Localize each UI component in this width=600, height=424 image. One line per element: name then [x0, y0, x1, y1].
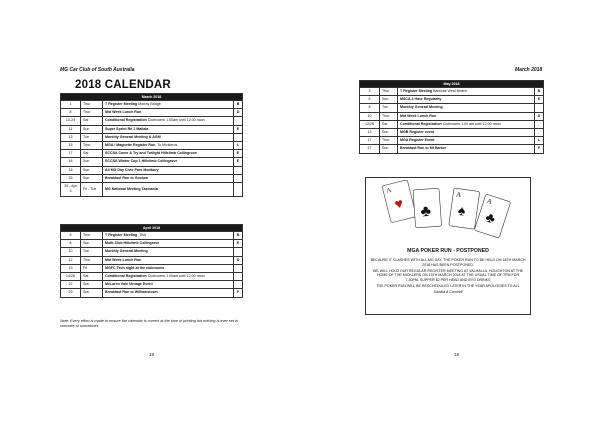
- table-month-title: April 2018: [61, 225, 243, 232]
- event-name: MGA / Magnette Register Run: [105, 143, 156, 148]
- event-detail: Murray Bridge: [137, 102, 161, 107]
- event-description: [103, 248, 234, 256]
- event-category-code: [233, 117, 242, 125]
- card-rank: A: [485, 196, 494, 207]
- event-name: Mid Week Lunch Run: [105, 257, 142, 262]
- event-day: Sat: [81, 150, 103, 158]
- event-description: [103, 281, 234, 289]
- table-row: [360, 137, 544, 145]
- event-day: Sun: [380, 96, 398, 104]
- table-row: [61, 101, 243, 109]
- event-category-code: B: [233, 101, 242, 109]
- event-date: 13: [61, 133, 81, 141]
- event-description: [103, 150, 234, 158]
- event-category-code: [234, 272, 243, 280]
- card-ace-clubs: [474, 194, 510, 238]
- table-row: [61, 289, 243, 297]
- event-date: 5: [61, 232, 81, 240]
- poker-run-body: [370, 258, 526, 296]
- card-suit-icon: ♣: [483, 208, 498, 227]
- event-date: 8: [61, 109, 81, 117]
- event-description: [103, 256, 234, 264]
- event-date: 10: [360, 112, 380, 120]
- event-name: Breakfast Run to Mt Barker: [400, 146, 447, 151]
- event-date: 10-24: [61, 117, 81, 125]
- event-date: 17: [61, 150, 81, 158]
- calendar-title: 2018 CALENDAR: [75, 79, 171, 91]
- event-date: 8: [360, 104, 380, 112]
- table-row: [61, 232, 243, 240]
- table-row: [61, 166, 243, 174]
- event-description: [103, 125, 234, 133]
- event-date: 14/28: [61, 272, 81, 280]
- event-day: Fri: [81, 264, 103, 272]
- event-name: Conditional Registration: [400, 121, 442, 126]
- event-category-code: E: [233, 125, 242, 133]
- event-detail: Clubrooms 1.00am until 12.00 noon: [146, 274, 205, 279]
- event-description: [103, 109, 234, 117]
- event-category-code: [233, 166, 242, 174]
- event-category-code: F: [234, 289, 243, 297]
- event-date: 1: [61, 101, 81, 109]
- event-day: Sun: [81, 289, 103, 297]
- april-calendar-table: [60, 224, 243, 298]
- event-name: Super Sprint Rd 1 Mallala: [105, 126, 149, 131]
- event-name: Conditional Registration: [105, 274, 147, 279]
- event-date: 18: [61, 158, 81, 166]
- card-suit-icon: ♣: [419, 202, 432, 221]
- event-date: 15: [61, 141, 81, 149]
- event-category-code: [534, 128, 543, 136]
- table-row: [360, 104, 544, 112]
- event-day: Tue: [81, 133, 103, 141]
- event-description: [398, 112, 535, 120]
- event-description: [398, 145, 535, 153]
- event-day: Fri - Tue: [81, 182, 103, 196]
- event-description: [103, 117, 234, 125]
- table-row: [61, 248, 243, 256]
- poker-paragraph-1: BECAUSE IT CLASHES WITH ALL MG DAY, THE POKER RUN TO BE HELD ON 18TH MARCH 2018 HAS BEEN POSTPONED.: [370, 258, 526, 267]
- event-category-code: B: [234, 232, 243, 240]
- event-date: 30 - Apr 3: [61, 182, 81, 196]
- card-clubs: [413, 188, 442, 228]
- event-date: 22: [61, 281, 81, 289]
- table-row: [61, 240, 243, 248]
- event-day: Sat: [81, 272, 103, 280]
- event-description: [103, 158, 234, 166]
- event-day: Sun: [81, 125, 103, 133]
- table-row: [61, 109, 243, 117]
- event-description: [103, 133, 234, 141]
- table-row: [61, 281, 243, 289]
- event-description: [398, 128, 535, 136]
- table-row: [360, 112, 544, 120]
- event-day: Sun: [81, 158, 103, 166]
- table-month-title: May 2018: [360, 81, 544, 88]
- card-suit-icon: ♠: [456, 201, 467, 219]
- club-name-header: MG Car Club of South Australia: [60, 67, 135, 73]
- event-category-code: E: [233, 150, 242, 158]
- poker-paragraph-2: WE WILL HOLD OUR REGULAR REGISTER MEETING AT VALHALLA, HOUGHTON AT THE HOME OF THE MICKLERS ON 15TH MARCH 2018 AT THE USUAL TIME OF 7PM FOR 7.30PM. SUPPER $2 PER HEAD AND BYO DRINKS: [372, 268, 524, 282]
- event-name: Conditional Registration: [105, 118, 147, 123]
- table-row: [360, 145, 544, 153]
- event-name: McLaren Vale Vintage Event: [105, 282, 153, 287]
- may-calendar-table: [359, 80, 544, 154]
- event-description: [103, 289, 234, 297]
- event-detail: . To Mickleros: [155, 143, 178, 148]
- poker-signature: Sandra A Comhell: [433, 290, 463, 295]
- table-row: [61, 133, 243, 141]
- event-description: [103, 240, 234, 248]
- event-date: 12/26: [360, 120, 380, 128]
- table-row: [61, 158, 243, 166]
- event-date: 13: [61, 264, 81, 272]
- event-category-code: L: [233, 141, 242, 149]
- event-name: MGFC Tech night at the clubrooms: [105, 265, 165, 270]
- event-category-code: F: [534, 145, 543, 153]
- card-rank: A: [455, 190, 462, 200]
- event-day: Thur: [380, 137, 398, 145]
- event-category-code: D: [234, 256, 243, 264]
- playing-cards-illustration: [368, 180, 528, 242]
- table-row: [360, 88, 544, 96]
- event-category-code: E: [534, 96, 543, 104]
- table-row: [61, 125, 243, 133]
- poker-run-title: MGA POKER RUN - POSTPONED: [407, 248, 489, 254]
- table-row: [61, 182, 243, 196]
- event-day: Tue: [380, 104, 398, 112]
- table-row: [61, 141, 243, 149]
- event-detail: . TBA: [137, 233, 147, 238]
- event-name: SCCSA Winter Cup 1 Hillclimb Collingrove: [105, 159, 178, 164]
- event-name: SCCSA Come & Try and Twilight Hillclimb Collingrove: [105, 151, 197, 156]
- event-day: Thur: [81, 141, 103, 149]
- event-description: [398, 104, 535, 112]
- event-date: 13: [360, 128, 380, 136]
- event-date: 18: [61, 166, 81, 174]
- event-category-code: [233, 133, 242, 141]
- event-category-code: [534, 120, 543, 128]
- event-description: [103, 232, 234, 240]
- event-name: MG National Meeting Tasmania: [105, 186, 158, 191]
- event-day: Sun: [380, 128, 398, 136]
- event-name: Mid Week Lunch Run: [105, 110, 142, 115]
- event-name: MGB Register event: [400, 130, 435, 135]
- event-date: 12: [61, 256, 81, 264]
- event-description: [103, 264, 234, 272]
- event-day: Thur: [380, 88, 398, 96]
- event-category-code: [233, 174, 242, 182]
- event-name: T Register Meeting: [400, 89, 433, 94]
- event-name: T Register Meeting: [105, 233, 138, 238]
- table-row: [360, 96, 544, 104]
- event-description: [103, 166, 234, 174]
- event-category-code: B: [534, 88, 543, 96]
- event-day: Thur: [81, 101, 103, 109]
- event-day: Sun: [81, 281, 103, 289]
- card-suit-icon: ♥: [392, 194, 405, 213]
- event-description: [103, 182, 234, 196]
- event-description: [398, 137, 535, 145]
- poker-run-notice: [365, 177, 531, 315]
- event-name: Breakfast Run to Williamstown: [105, 290, 158, 295]
- event-category-code: E: [234, 240, 243, 248]
- event-date: 8: [61, 240, 81, 248]
- event-category-code: L: [534, 137, 543, 145]
- event-day: Thur: [380, 112, 398, 120]
- event-name: T Register Meeting: [105, 102, 138, 107]
- event-day: Thur: [81, 232, 103, 240]
- event-description: [398, 96, 535, 104]
- event-description: [103, 141, 234, 149]
- event-name: MGA Register Event: [400, 138, 435, 143]
- event-day: Sun: [81, 174, 103, 182]
- event-description: [103, 174, 234, 182]
- event-name: Monthly General Meeting & AGM: [105, 134, 161, 139]
- event-day: Sun: [380, 145, 398, 153]
- table-row: [61, 264, 243, 272]
- table-row: [360, 120, 544, 128]
- event-name: All MG Day Civic Park Modbury: [105, 167, 159, 172]
- table-row: [61, 174, 243, 182]
- table-row: [61, 117, 243, 125]
- card-rank: A: [385, 185, 393, 195]
- event-date: 29: [61, 289, 81, 297]
- event-date: 25: [61, 174, 81, 182]
- event-date: 3: [360, 88, 380, 96]
- event-name: Monthly General Meeting: [400, 105, 443, 110]
- table-row: [360, 128, 544, 136]
- event-name: Mid Week Lunch Run: [400, 113, 437, 118]
- poker-paragraph-3: THE POKER RUN WILL BE RESCHEDULED LATER IN THE YEAR APOLOGIES TO ALL: [376, 283, 520, 288]
- event-name: Breakfast Run to Goolwa: [105, 175, 148, 180]
- month-header: March 2018: [515, 67, 543, 73]
- card-ace-spades: [449, 188, 480, 229]
- event-category-code: [234, 281, 243, 289]
- calendar-note: Note: Every effort is made to ensure the calendar is correct at the time of printing but nothing is ever set in concrete or sometimes: [60, 319, 238, 328]
- event-description: [103, 272, 234, 280]
- event-day: Tue: [81, 248, 103, 256]
- event-category-code: [234, 264, 243, 272]
- event-description: [398, 88, 535, 96]
- event-date: 6: [360, 96, 380, 104]
- event-category-code: [234, 248, 243, 256]
- event-name: Monthly General Meeting: [105, 249, 148, 254]
- event-date: 11: [61, 125, 81, 133]
- event-day: Thur: [81, 109, 103, 117]
- page-number-right: 19: [454, 352, 460, 357]
- event-day: Sun: [81, 166, 103, 174]
- event-category-code: [534, 104, 543, 112]
- event-category-code: [233, 182, 242, 196]
- event-detail: Clubrooms 1.00 am until 12.00 noon: [441, 121, 501, 126]
- table-month-title: March 2018: [61, 94, 243, 101]
- table-row: [61, 272, 243, 280]
- event-description: [103, 101, 234, 109]
- event-day: Thur: [81, 256, 103, 264]
- table-row: [61, 256, 243, 264]
- event-date: 27: [360, 145, 380, 153]
- event-category-code: D: [534, 112, 543, 120]
- event-detail: Clubrooms 1.00am until 12.00 noon: [146, 118, 205, 123]
- page-number-left: 18: [149, 352, 155, 357]
- event-description: [398, 120, 535, 128]
- event-date: 10: [61, 248, 81, 256]
- event-name: MSCA 4 Hour Regularity: [400, 97, 442, 102]
- event-day: Sat: [380, 120, 398, 128]
- event-day: Sat: [81, 117, 103, 125]
- march-calendar-table: [60, 93, 243, 197]
- event-date: 17: [360, 137, 380, 145]
- event-day: Sun: [81, 240, 103, 248]
- event-detail: Balzicas West Beach: [432, 89, 467, 94]
- event-category-code: D: [233, 109, 242, 117]
- event-category-code: E: [233, 158, 242, 166]
- table-row: [61, 150, 243, 158]
- card-ace-hearts: [382, 180, 416, 223]
- event-name: Multi-Club Hillclimb Collingrove: [105, 241, 160, 246]
